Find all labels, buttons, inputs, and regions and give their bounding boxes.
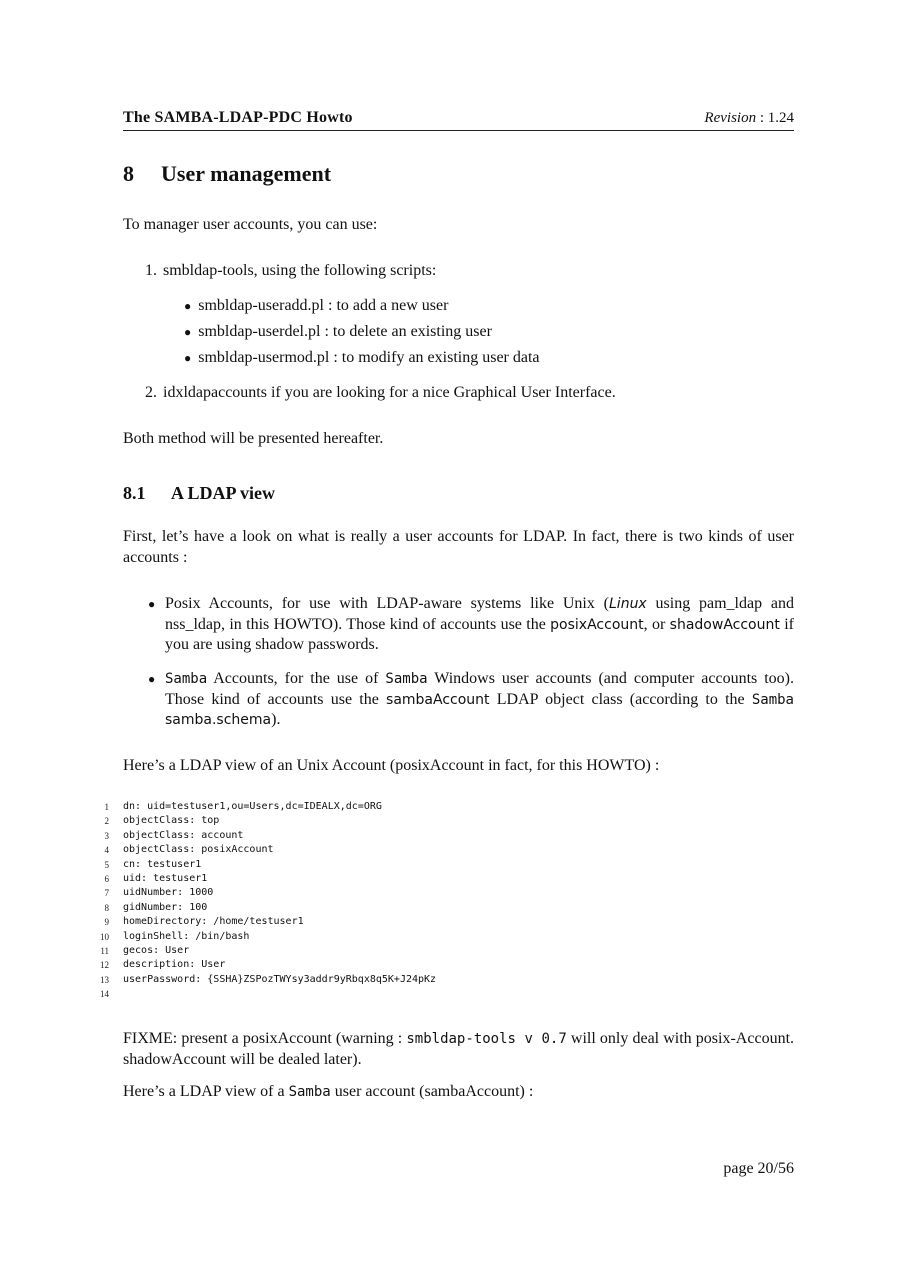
text-run: using pam_ldap and nss_ldap, in this HOWTO). Those kind of accounts use the — [165, 595, 794, 633]
code-line — [94, 872, 436, 886]
code-line — [94, 930, 436, 944]
code-line-text: gidNumber: 100 — [123, 901, 208, 913]
text-run: user account (sambaAccount) : — [330, 1083, 534, 1100]
samba-term: Samba — [288, 1084, 331, 1100]
code-line-text: uidNumber: 1000 — [123, 887, 214, 899]
code-line-text: homeDirectory: /home/testuser1 — [123, 916, 304, 928]
code-line-text: description: User — [123, 959, 226, 971]
sub-bullet-useradd — [184, 296, 448, 317]
text-run: will only deal with posix-Account. shadowAccount will be dealed later). — [123, 1030, 795, 1068]
code-line-number: 12 — [100, 960, 109, 971]
code-line — [94, 987, 436, 1001]
code-line-number: 2 — [104, 816, 109, 827]
code-line-number: 11 — [100, 945, 109, 956]
code-line-number: 5 — [104, 859, 109, 870]
sub-bullet-usermod — [184, 348, 540, 369]
outro-paragraph: Both method will be presented hereafter. — [123, 430, 384, 447]
list-item-2-number: 2. — [145, 384, 157, 401]
smbldap-version-code: smbldap-tools v 0.7 — [406, 1031, 567, 1047]
code-line-number: 6 — [104, 873, 109, 884]
list-item-2 — [145, 383, 616, 404]
code-line-text: loginShell: /bin/bash — [123, 930, 250, 942]
samba-account-intro — [123, 1082, 794, 1103]
subsection-title: A LDAP view — [171, 483, 276, 503]
code-line-text: objectClass: posixAccount — [123, 844, 274, 856]
list-item-2-text: idxldapaccounts if you are looking for a nice Graphical User Interface. — [163, 384, 616, 401]
code-line — [94, 973, 436, 987]
unix-account-intro: Here’s a LDAP view of an Unix Account (posixAccount in fact, for this HOWTO) : — [123, 757, 660, 774]
code-line-text: objectClass: account — [123, 829, 244, 841]
code-line-number: 14 — [100, 989, 109, 1000]
running-header-revision — [704, 110, 794, 127]
code-line — [94, 829, 436, 843]
code-line-number: 1 — [104, 802, 109, 812]
section-number: 8 — [123, 161, 134, 186]
page-number: page 20/56 — [723, 1160, 794, 1177]
code-line-number: 13 — [100, 974, 109, 985]
code-line-text: cn: testuser1 — [123, 858, 202, 870]
sambaaccount-term: sambaAccount — [386, 691, 490, 708]
text-run: Posix Accounts, for use with LDAP-aware systems like Unix ( — [165, 595, 609, 612]
samba-schema-term: samba.schema — [165, 712, 272, 728]
list-item-1-text: smbldap-tools, using the following scripts: — [163, 262, 437, 279]
list-item-1-number: 1. — [145, 262, 157, 279]
ldif-code-listing — [94, 800, 436, 1001]
sub-bullet-text: smbldap-usermod.pl : to modify an existing user data — [198, 349, 540, 366]
linux-term: Linux — [609, 596, 647, 612]
code-line — [94, 814, 436, 828]
code-line-number: 4 — [104, 845, 109, 856]
list-item-1 — [145, 261, 436, 282]
posixaccount-term: posixAccount — [550, 616, 644, 633]
code-line-number: 9 — [104, 917, 109, 928]
text-run: Windows user accounts (and computer accounts too). Those kind of accounts use the — [165, 670, 795, 708]
code-line-number: 7 — [104, 888, 109, 899]
sub-bullet-text: smbldap-useradd.pl : to add a new user — [198, 297, 449, 314]
sub-bullet-text: smbldap-userdel.pl : to delete an existing user — [198, 323, 492, 340]
text-run: LDAP object class (according to the — [489, 690, 752, 708]
subsection-heading — [123, 483, 275, 504]
code-line-number: 3 — [104, 830, 109, 841]
revision-label: Revision — [704, 110, 757, 126]
code-line-text: objectClass: top — [123, 815, 220, 827]
revision-value: : 1.24 — [756, 110, 794, 126]
code-line-text: dn: uid=testuser1,ou=Users,dc=IDEALX,dc=ORG — [123, 801, 382, 812]
running-header-title: The SAMBA-LDAP-PDC Howto — [123, 109, 353, 126]
code-line — [94, 944, 436, 958]
code-line — [94, 843, 436, 857]
bullet-dot-icon: ● — [184, 325, 192, 339]
code-line — [94, 915, 436, 929]
code-line-text: uid: testuser1 — [123, 872, 208, 884]
bullet-dot-icon: ● — [184, 351, 192, 365]
intro-paragraph: To manager user accounts, you can use: — [123, 216, 378, 233]
subsection-number: 8.1 — [123, 483, 146, 503]
code-line — [94, 886, 436, 900]
code-line-number: 8 — [104, 902, 109, 913]
section-heading — [123, 161, 331, 187]
text-run: Here’s a LDAP view of a — [123, 1083, 289, 1100]
code-line — [94, 800, 436, 814]
text-run: Accounts, for the use of — [207, 670, 386, 687]
code-line — [94, 958, 436, 972]
section-title: User management — [161, 161, 332, 186]
code-line — [94, 901, 436, 915]
sub-bullet-userdel — [184, 322, 492, 343]
code-line-text: userPassword: {SSHA}ZSPozTWYsy3addr9yRbqx8q5K+J24pKz — [123, 973, 437, 985]
ldap-intro-paragraph: First, let’s have a look on what is really a user accounts for LDAP. In fact, there is two kinds of user accounts : — [123, 528, 794, 566]
bullet-dot-icon: ● — [148, 672, 156, 686]
samba-term: Samba — [751, 691, 794, 708]
fixme-paragraph — [123, 1029, 794, 1070]
code-line-number: 10 — [100, 931, 109, 942]
text-run: , or — [643, 615, 670, 633]
shadowaccount-term: shadowAccount — [669, 616, 780, 633]
text-run: FIXME: present a posixAccount (warning : — [123, 1030, 407, 1047]
text-run: if you are using shadow passwords. — [165, 615, 794, 653]
samba-accounts-bullet — [165, 669, 794, 731]
posix-accounts-bullet — [165, 594, 794, 656]
bullet-dot-icon: ● — [184, 299, 192, 313]
samba-term: Samba — [165, 671, 208, 687]
code-line-text: gecos: User — [123, 944, 190, 956]
samba-term: Samba — [385, 671, 428, 687]
bullet-dot-icon: ● — [148, 597, 156, 611]
header-rule — [123, 130, 794, 131]
code-line — [94, 858, 436, 872]
text-run: ). — [271, 711, 281, 728]
